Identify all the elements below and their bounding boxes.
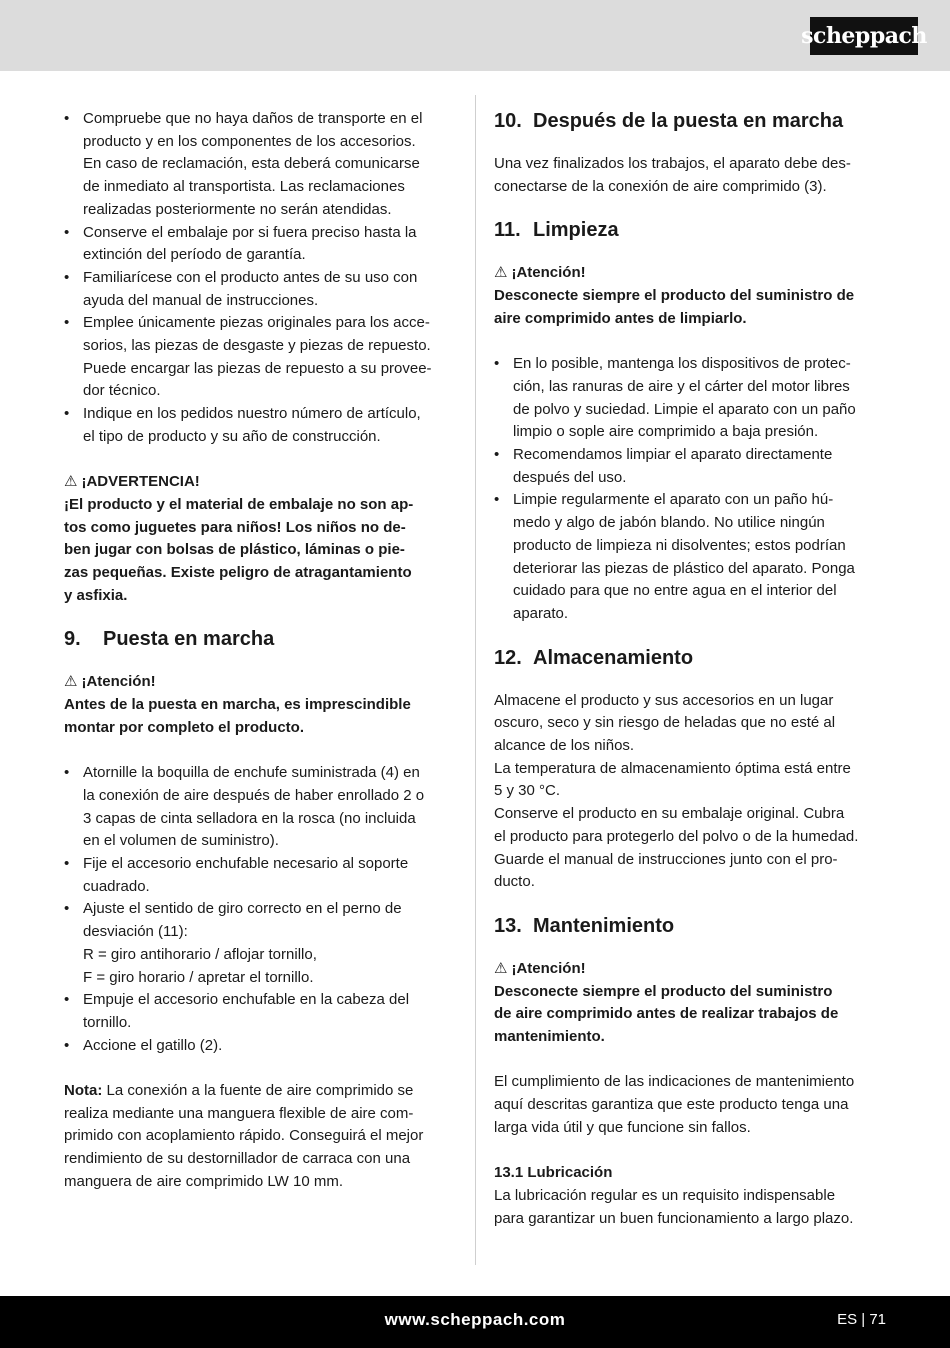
warning-text <box>64 494 456 608</box>
warning-triangle-icon: ⚠ <box>64 673 78 691</box>
section-11-heading: 11. Limpieza <box>494 219 619 242</box>
text-line: cuidado para que no entre agua en el interior del <box>513 582 837 600</box>
list-item <box>64 898 456 989</box>
text-line: Puede encargar las piezas de repuesto a su provee- <box>83 359 432 377</box>
warning-triangle-icon: ⚠ <box>494 264 508 282</box>
note-label: Nota: <box>64 1082 103 1100</box>
text-line: después del uso. <box>513 468 627 486</box>
text-line: • Empuje el accesorio enchufable en la cabeza del <box>83 991 410 1009</box>
text-line: Guarde el manual de instrucciones junto con el pro- <box>494 850 838 868</box>
text-line: Desconecte siempre el producto del suministro <box>494 982 833 1000</box>
text-line: larga vida útil y que funcione sin fallos. <box>494 1118 751 1136</box>
text-line: realiza mediante una manguera flexible de aire com- <box>64 1104 414 1122</box>
attention-text <box>494 285 886 330</box>
section-10-paragraph <box>494 153 886 198</box>
right-column <box>494 108 886 1230</box>
text-line: cuadrado. <box>83 877 150 895</box>
text-line: • Familiarícese con el producto antes de su uso con <box>83 268 418 286</box>
text-line: tos como juguetes para niños! Los niños no de- <box>64 518 406 536</box>
text-line: ¡El producto y el material de embalaje no son ap- <box>64 495 414 513</box>
text-line: manguera de aire comprimido LW 10 mm. <box>64 1172 343 1190</box>
list-item <box>64 853 456 898</box>
text-line: El cumplimiento de las indicaciones de mantenimiento <box>494 1073 855 1091</box>
text-line: Desconecte siempre el producto del suministro de <box>494 287 855 305</box>
text-line: producto y en los componentes de los accesorios. <box>83 132 416 150</box>
text-line: R = giro antihorario / aflojar tornillo, <box>83 945 317 963</box>
text-line: • Accione el gatillo (2). <box>83 1036 223 1054</box>
text-line: • Indique en los pedidos nuestro número de artículo, <box>83 405 421 423</box>
section-12-heading: 12. Almacenamiento <box>494 646 694 669</box>
text-line: la conexión de aire después de haber enrollado 2 o <box>83 786 425 804</box>
list-item <box>64 762 456 853</box>
text-line: Antes de la puesta en marcha, es imprescindible <box>64 696 411 714</box>
text-line: primido con acoplamiento rápido. Conseguirá el mejor <box>64 1127 424 1145</box>
text-line: ben jugar con bolsas de plástico, láminas o pie- <box>64 541 405 559</box>
cleaning-bullet-list <box>494 353 886 625</box>
text-line: • Emplee únicamente piezas originales para los acce- <box>83 314 430 332</box>
text-line: el tipo de producto y su año de construcción. <box>83 427 381 445</box>
text-line: realizadas posteriormente no serán atendidas. <box>83 200 392 218</box>
text-line: • En lo posible, mantenga los dispositivos de protec- <box>513 355 851 373</box>
text-line: limpio o sople aire comprimido a baja presión. <box>513 423 819 441</box>
intro-bullet-list <box>64 108 456 449</box>
text-line: • Conserve el embalaje por si fuera preciso hasta la <box>83 223 417 241</box>
text-line: desviación (11): <box>83 923 188 941</box>
warning-triangle-icon: ⚠ <box>494 959 508 977</box>
warning-triangle-icon: ⚠ <box>64 473 78 491</box>
text-line: de inmediato al transportista. Las reclamaciones <box>83 178 405 196</box>
column-divider <box>475 95 476 1265</box>
list-item <box>494 489 886 625</box>
text-line: La temperatura de almacenamiento óptima está entre <box>494 759 851 777</box>
subsection-13-1-heading: 13.1 Lubricación <box>494 1164 613 1182</box>
text-line: aquí descritas garantiza que este producto tenga una <box>494 1096 849 1114</box>
attention-text <box>494 981 886 1049</box>
text-line: ción, las ranuras de aire y el cárter del motor libres <box>513 377 850 395</box>
text-line: F = giro horario / apretar el tornillo. <box>83 968 314 986</box>
text-line: • Fije el accesorio enchufable necesario al soporte <box>83 855 409 873</box>
attention-heading: ⚠ ¡Atención! <box>494 958 886 981</box>
list-item <box>64 222 456 267</box>
list-item <box>64 267 456 312</box>
website-link[interactable]: www.scheppach.com <box>384 1310 566 1329</box>
list-item <box>64 1035 456 1058</box>
section-13-paragraph <box>494 1071 886 1139</box>
text-line: dor técnico. <box>83 382 161 400</box>
text-line: tornillo. <box>83 1013 132 1031</box>
text-line: conectarse de la conexión de aire comprimido (3). <box>494 177 827 195</box>
attention-text <box>64 694 456 739</box>
footer-band <box>0 1296 950 1348</box>
page-indicator: ES | 71 <box>837 1311 886 1328</box>
text-line: zas pequeñas. Existe peligro de atragantamiento <box>64 564 412 582</box>
text-line: • Recomendamos limpiar el aparato directamente <box>513 446 833 464</box>
text-line: montar por completo el producto. <box>64 718 305 736</box>
list-item <box>494 353 886 444</box>
text-line: • Limpie regularmente el aparato con un paño hú- <box>513 491 834 509</box>
list-item <box>494 444 886 489</box>
text-line: extinción del período de garantía. <box>83 246 306 264</box>
text-line: aparato. <box>513 604 569 622</box>
text-line: Conserve el producto en su embalaje original. Cubra <box>494 805 845 823</box>
text-line: y asfixia. <box>64 586 128 604</box>
list-item <box>64 403 456 448</box>
text-line: rendimiento de su destornillador de carraca con una <box>64 1150 411 1168</box>
attention-heading: ⚠ ¡Atención! <box>64 671 456 694</box>
text-line: mantenimiento. <box>494 1028 605 1046</box>
note-paragraph <box>64 1080 456 1194</box>
list-item <box>64 312 456 403</box>
text-line: oscuro, seco y sin riesgo de heladas que no esté al <box>494 714 836 732</box>
text-line: deteriorar las piezas de plástico del aparato. Ponga <box>513 559 855 577</box>
scheppach-logo: scheppach <box>810 17 918 55</box>
subsection-13-1-paragraph <box>494 1185 886 1230</box>
text-line: de aire comprimido antes de realizar trabajos de <box>494 1005 839 1023</box>
left-column <box>64 108 456 1194</box>
text-line: en el volumen de suministro). <box>83 832 279 850</box>
attention-heading: ⚠ ¡Atención! <box>494 262 886 285</box>
text-line: alcance de los niños. <box>494 737 635 755</box>
section-10-heading: 10. Después de la puesta en marcha <box>494 110 844 132</box>
text-line: En caso de reclamación, esta deberá comunicarse <box>83 155 420 173</box>
commissioning-bullet-list <box>64 762 456 1057</box>
text-line: medo y algo de jabón blando. No utilice ningún <box>513 514 825 532</box>
section-13-heading: 13. Mantenimiento <box>494 914 675 937</box>
warning-heading: ⚠ ¡ADVERTENCIA! <box>64 471 456 494</box>
text-line: Nota: La conexión a la fuente de aire comprimido se <box>64 1082 414 1100</box>
text-line: sorios, las piezas de desgaste y piezas de repuesto. <box>83 337 431 355</box>
text-line: La lubricación regular es un requisito indispensable <box>494 1186 836 1204</box>
text-line: aire comprimido antes de limpiarlo. <box>494 309 747 327</box>
section-9-heading: 9. Puesta en marcha <box>64 628 275 651</box>
text-line: de polvo y suciedad. Limpie el aparato con un paño <box>513 400 856 418</box>
text-line: • Atornille la boquilla de enchufe suministrada (4) en <box>83 764 420 782</box>
list-item <box>64 989 456 1034</box>
text-line: Una vez finalizados los trabajos, el aparato debe des- <box>494 155 851 172</box>
text-line: ayuda del manual de instrucciones. <box>83 291 319 309</box>
text-line: Almacene el producto y sus accesorios en un lugar <box>494 691 834 709</box>
text-line: 5 y 30 °C. <box>494 782 561 800</box>
text-line: producto de limpieza ni disolventes; estos podrían <box>513 536 846 554</box>
text-line: ducto. <box>494 873 535 891</box>
text-line: 3 capas de cinta selladora en la rosca (no incluida <box>83 809 416 827</box>
text-line: el producto para protegerlo del polvo o de la humedad. <box>494 827 859 845</box>
text-line: para garantizar un buen funcionamiento a largo plazo. <box>494 1209 854 1227</box>
text-line: • Ajuste el sentido de giro correcto en el perno de <box>83 900 402 918</box>
section-12-paragraph <box>494 690 886 894</box>
list-item <box>64 108 456 222</box>
text-line: • Compruebe que no haya daños de transporte en el <box>83 110 423 127</box>
